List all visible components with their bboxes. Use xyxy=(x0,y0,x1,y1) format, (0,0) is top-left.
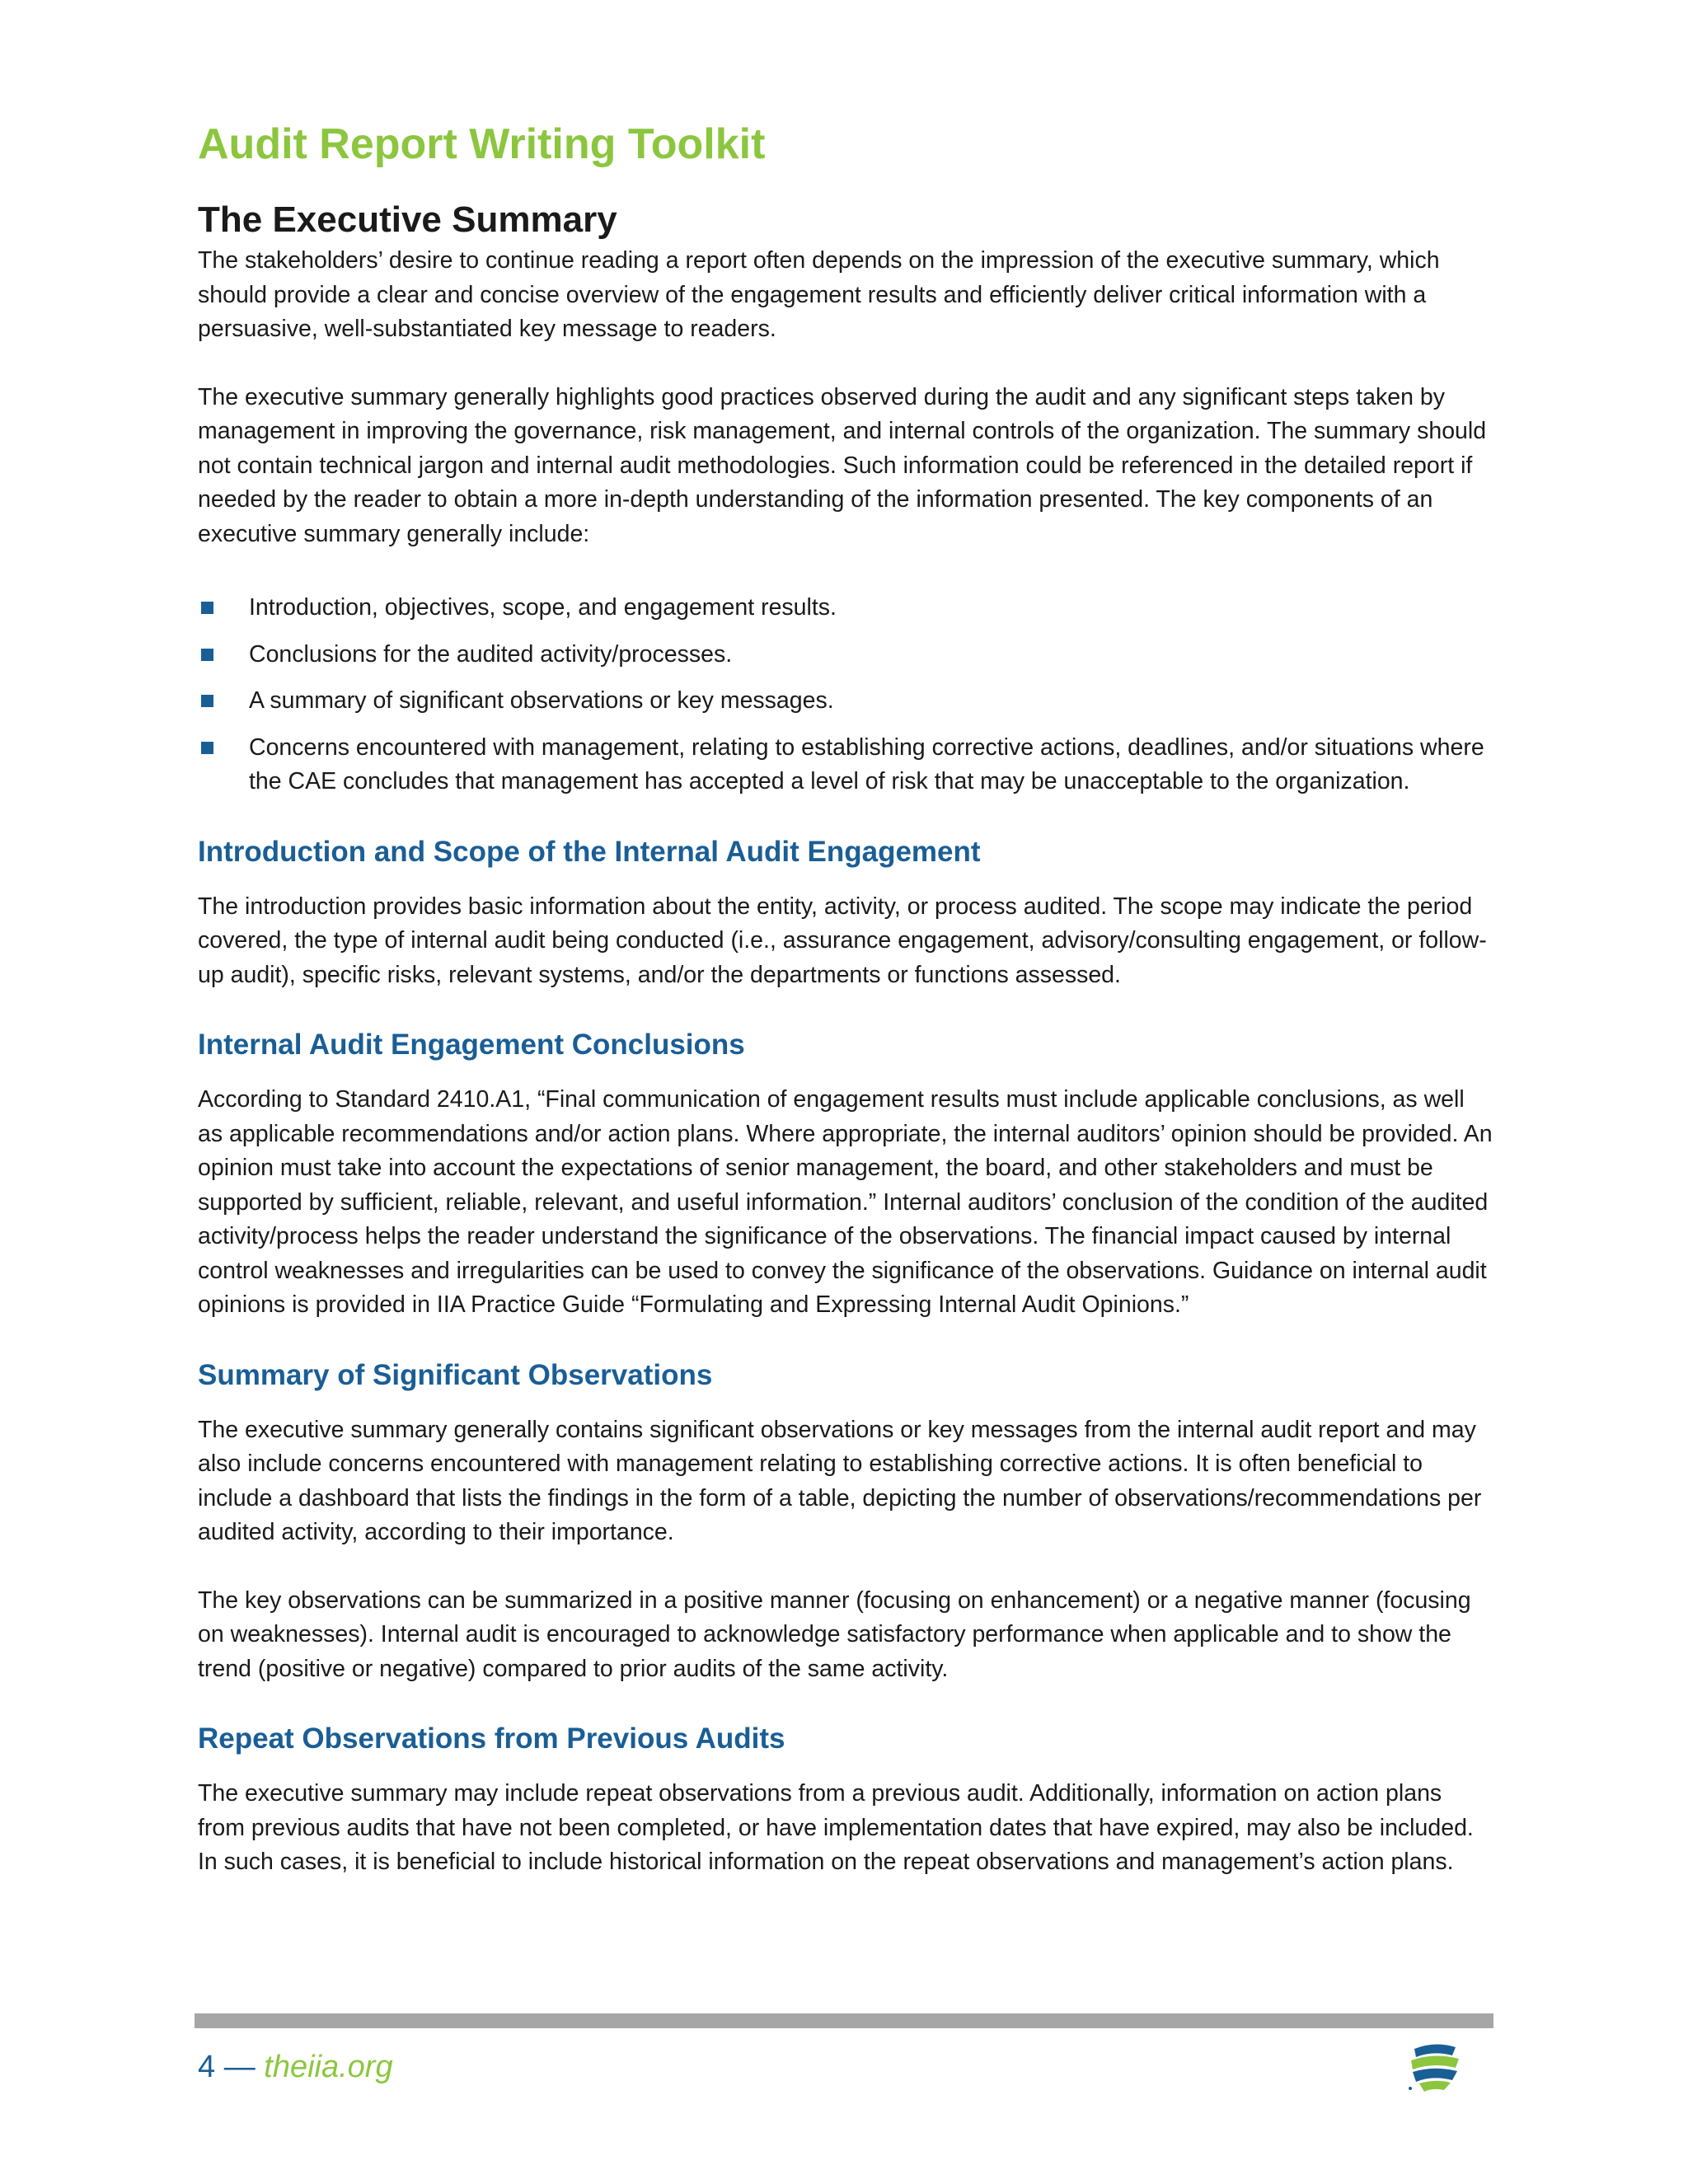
square-bullet-icon xyxy=(201,742,213,754)
page-content xyxy=(198,114,1493,1880)
footer-divider xyxy=(195,2013,1493,2028)
list-item xyxy=(198,591,1493,626)
paragraph: According to Standard 2410.A1, “Final communication of engagement results must include applicable conclusions, as well as applicable recommendations and/or action plans. Where appropriate, the internal auditors’ opinion should be provided. An opinion must take into account the expectations of senior management, the board, and other stakeholders and must be supported by sufficient, reliable, relevant, and useful information.” Internal auditors’ conclusion of the condition of the audited activity/process helps the reader understand the significance of the observations. The financial impact caused by internal control weaknesses and irregularities can be used to convey the significance of the observations. Guidance on internal audit opinions is provided in IIA Practice Guide “Formulating and Expressing Internal Audit Opinions.” xyxy=(198,1086,1493,1318)
key-components-list xyxy=(198,591,1493,799)
paragraph: The stakeholders’ desire to continue reading a report often depends on the impression of the executive summary, which should provide a clear and concise overview of the engagement results and efficiently deliver critical information with a persuasive, well-substantiated key message to readers. xyxy=(198,247,1440,342)
footer-dash: — xyxy=(223,2050,256,2084)
iia-globe-logo-icon xyxy=(1406,2041,1464,2095)
paragraph: The executive summary generally highlights good practices observed during the audit and any significant steps taken by management in improving the governance, risk management, and internal controls of the organization. The summary should not contain technical jargon and internal audit methodologies. Such information could be referenced in the detailed report if needed by the reader to obtain a more in-depth understanding of the information presented. The key components of an executive summary generally include: xyxy=(198,383,1487,547)
list-item xyxy=(198,684,1493,719)
list-item xyxy=(198,638,1493,673)
list-item-text: A summary of significant observations or key messages. xyxy=(249,687,834,714)
list-item xyxy=(198,731,1493,799)
square-bullet-icon xyxy=(201,649,213,661)
list-item-text: Conclusions for the audited activity/processes. xyxy=(249,640,733,668)
subsection-title-repeat-observations: Repeat Observations from Previous Audits xyxy=(198,1722,785,1755)
subsection-title-significant-observations: Summary of Significant Observations xyxy=(198,1358,713,1391)
paragraph: The key observations can be summarized in a positive manner (focusing on enhancement) or a negative manner (focusing on weaknesses). Internal audit is encouraged to acknowledge satisfactory performance when applicable and to show the trend (positive or negative) compared to prior audits of the same activity. xyxy=(198,1586,1471,1682)
subsection-title-engagement-conclusions: Internal Audit Engagement Conclusions xyxy=(198,1029,745,1061)
paragraph: The executive summary generally contains significant observations or key messages from the internal audit report and may also include concerns encountered with management relating to establishing corrective actions. It is often beneficial to include a dashboard that lists the findings in the form of a table, depicting the number of observations/recommendations per audited activity, according to their importance. xyxy=(198,1416,1482,1545)
page-footer xyxy=(198,2047,393,2087)
paragraph: The introduction provides basic information about the entity, activity, or process audited. The scope may indicate the period covered, the type of internal audit being conducted (i.e., assurance engagement, advisory/consulting engagement, or follow-up audit), specific risks, relevant systems, and/or the departments or functions assessed. xyxy=(198,893,1487,988)
paragraph: The executive summary may include repeat observations from a previous audit. Additionally, information on action plans from previous audits that have not been completed, or have implementation dates that have expired, may also be included. In such cases, it is beneficial to include historical information on the repeat observations and management’s action plans. xyxy=(198,1780,1474,1875)
list-item-text: Introduction, objectives, scope, and engagement results. xyxy=(249,594,837,621)
site-link[interactable]: theiia.org xyxy=(264,2050,393,2084)
subsection-title-introduction-scope: Introduction and Scope of the Internal Audit Engagement xyxy=(198,835,981,868)
list-item-text: Concerns encountered with management, relating to establishing corrective actions, deadlines, and/or situations where the CAE concludes that management has accepted a level of risk that may be unacceptable to the organization. xyxy=(249,733,1484,794)
section-title: The Executive Summary xyxy=(198,199,617,240)
page-number: 4 xyxy=(198,2050,216,2084)
square-bullet-icon xyxy=(201,695,213,707)
document-title: Audit Report Writing Toolkit xyxy=(198,120,766,168)
square-bullet-icon xyxy=(201,602,213,614)
